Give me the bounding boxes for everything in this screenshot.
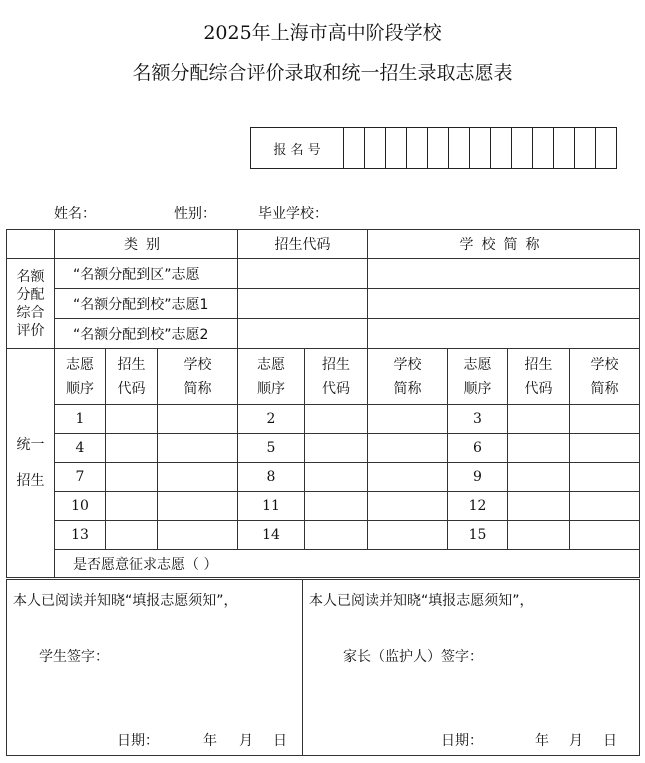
unified-side-label: 统一 招生 <box>7 349 55 578</box>
school-input[interactable] <box>368 463 448 492</box>
code-input[interactable] <box>508 521 570 550</box>
student-date-label: 日期： <box>117 733 159 749</box>
choice-number: 15 <box>448 521 508 550</box>
school-input[interactable] <box>158 521 238 550</box>
table-row <box>7 434 640 463</box>
choice-number: 12 <box>448 492 508 521</box>
code-input[interactable] <box>508 434 570 463</box>
table-row <box>7 463 640 492</box>
code-header: 招生代码 <box>238 230 368 259</box>
school-input[interactable] <box>570 463 640 492</box>
category-header: 类别 <box>55 230 238 259</box>
registration-digit-cell[interactable] <box>449 128 470 169</box>
table-row <box>7 492 640 521</box>
registration-number-label: 报 名 号 <box>251 128 344 169</box>
registration-digit-cell[interactable] <box>407 128 428 169</box>
code-input[interactable] <box>508 405 570 434</box>
code-input[interactable] <box>106 405 158 434</box>
student-date-month: 月 <box>239 733 253 749</box>
school-header: 学校 简称 <box>570 349 640 405</box>
school-input[interactable] <box>158 492 238 521</box>
code-input[interactable] <box>106 492 158 521</box>
parent-signature-cell[interactable] <box>303 580 640 756</box>
school-label: 毕业学校： <box>258 206 328 222</box>
code-input[interactable] <box>305 492 368 521</box>
school-input[interactable] <box>368 521 448 550</box>
school-input[interactable] <box>158 405 238 434</box>
short-name-header: 学校简称 <box>368 230 640 259</box>
order-header: 志愿 顺序 <box>238 349 305 405</box>
gender-label: 性别： <box>174 206 216 222</box>
choice-table <box>6 229 640 578</box>
quota-code-input[interactable] <box>238 319 368 349</box>
choice-number: 8 <box>238 463 305 492</box>
code-input[interactable] <box>305 434 368 463</box>
registration-digit-cell[interactable] <box>512 128 533 169</box>
code-input[interactable] <box>508 463 570 492</box>
registration-digit-cell[interactable] <box>344 128 365 169</box>
choice-number: 3 <box>448 405 508 434</box>
code-header: 招生 代码 <box>305 349 368 405</box>
quota-row <box>7 289 640 319</box>
registration-digit-cell[interactable] <box>596 128 617 169</box>
choice-number: 2 <box>238 405 305 434</box>
choice-number: 4 <box>55 434 106 463</box>
quota-name-input[interactable] <box>368 259 640 289</box>
registration-digit-cell[interactable] <box>575 128 596 169</box>
school-input[interactable] <box>570 405 640 434</box>
quota-side-label: 名额 分配 综合 评价 <box>7 259 55 349</box>
table-row <box>7 521 640 550</box>
parent-read-notice: 本人已阅读并知晓“填报志愿须知”， <box>309 593 534 609</box>
school-input[interactable] <box>368 492 448 521</box>
signature-table <box>6 579 640 756</box>
student-date-year: 年 <box>203 733 217 749</box>
choice-number: 10 <box>55 492 106 521</box>
choice-number: 7 <box>55 463 106 492</box>
code-input[interactable] <box>106 521 158 550</box>
school-input[interactable] <box>570 521 640 550</box>
registration-digit-cell[interactable] <box>533 128 554 169</box>
student-sign-label: 学生签字： <box>39 649 109 665</box>
table-row <box>7 405 640 434</box>
registration-digit-cell[interactable] <box>365 128 386 169</box>
table-header-row <box>7 230 640 259</box>
choice-number: 5 <box>238 434 305 463</box>
school-header: 学校 简称 <box>158 349 238 405</box>
choice-number: 14 <box>238 521 305 550</box>
school-input[interactable] <box>368 405 448 434</box>
quota-name-input[interactable] <box>368 289 640 319</box>
choice-number: 9 <box>448 463 508 492</box>
code-input[interactable] <box>305 463 368 492</box>
order-header: 志愿 顺序 <box>448 349 508 405</box>
code-header: 招生 代码 <box>106 349 158 405</box>
school-input[interactable] <box>570 492 640 521</box>
choice-number: 13 <box>55 521 106 550</box>
school-input[interactable] <box>158 434 238 463</box>
solicit-choice-field[interactable]: 是否愿意征求志愿（ ） <box>55 550 640 578</box>
code-input[interactable] <box>305 405 368 434</box>
registration-digit-cell[interactable] <box>491 128 512 169</box>
page-title-line1: 2025年上海市高中阶段学校 <box>203 22 442 44</box>
parent-date-year: 年 <box>535 733 549 749</box>
blank-corner <box>7 230 55 259</box>
order-header: 志愿 顺序 <box>55 349 106 405</box>
student-read-notice: 本人已阅读并知晓“填报志愿须知”， <box>13 593 238 609</box>
school-input[interactable] <box>158 463 238 492</box>
registration-digit-cell[interactable] <box>554 128 575 169</box>
school-input[interactable] <box>570 434 640 463</box>
school-input[interactable] <box>368 434 448 463</box>
code-input[interactable] <box>106 463 158 492</box>
quota-district-option: “名额分配到区”志愿 <box>55 259 238 289</box>
quota-row <box>7 259 640 289</box>
student-signature-cell[interactable] <box>7 580 303 756</box>
unified-header-row <box>7 349 640 405</box>
registration-digit-cell[interactable] <box>428 128 449 169</box>
registration-digit-cell[interactable] <box>386 128 407 169</box>
quota-row <box>7 319 640 349</box>
code-input[interactable] <box>305 521 368 550</box>
parent-date-month: 月 <box>569 733 583 749</box>
registration-number-box <box>250 127 617 169</box>
quota-school-option-1: “名额分配到校”志愿1 <box>55 289 238 319</box>
parent-date-day: 日 <box>603 733 617 749</box>
choice-number: 11 <box>238 492 305 521</box>
code-input[interactable] <box>106 434 158 463</box>
registration-digit-cell[interactable] <box>470 128 491 169</box>
quota-code-input[interactable] <box>238 289 368 319</box>
code-header: 招生 代码 <box>508 349 570 405</box>
choice-number: 6 <box>448 434 508 463</box>
parent-sign-label: 家长（监护人）签字： <box>343 649 483 665</box>
quota-name-input[interactable] <box>368 319 640 349</box>
code-input[interactable] <box>508 492 570 521</box>
quota-school-option-2: “名额分配到校”志愿2 <box>55 319 238 349</box>
quota-code-input[interactable] <box>238 259 368 289</box>
student-date-day: 日 <box>273 733 287 749</box>
school-header: 学校 简称 <box>368 349 448 405</box>
solicit-row <box>7 550 640 578</box>
name-label: 姓名： <box>54 206 96 222</box>
choice-number: 1 <box>55 405 106 434</box>
parent-date-label: 日期： <box>441 733 483 749</box>
page-title-line2: 名额分配综合评价录取和统一招生录取志愿表 <box>132 62 513 84</box>
